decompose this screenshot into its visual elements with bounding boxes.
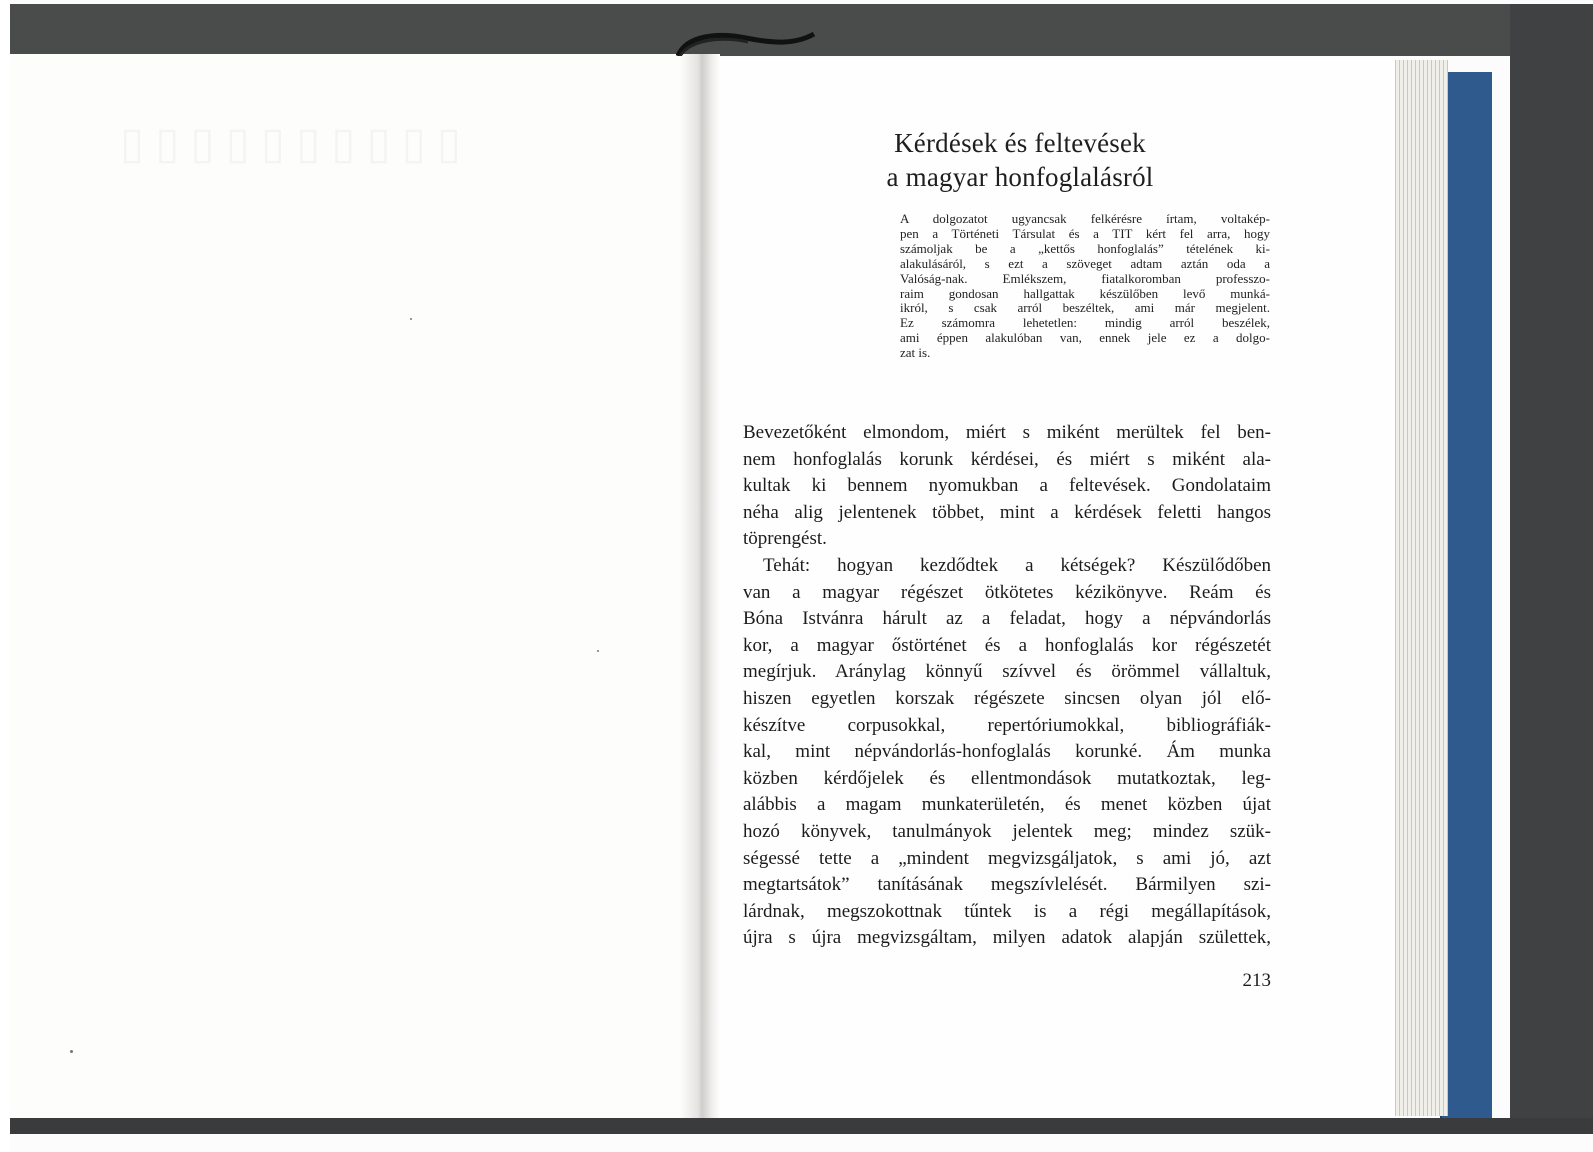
scanner-shadow-right xyxy=(1510,4,1593,1134)
body-line: hiszen egyetlen korszak régészete sincsen olyan jól elő- xyxy=(743,687,1271,709)
body-line: néha alig jelentenek többet, mint a kérdések feletti hangos xyxy=(743,501,1271,523)
body-line: megírjuk. Aránylag könnyű szívvel és örömmel vállaltuk, xyxy=(743,661,1271,683)
page-stack-edge xyxy=(1392,60,1448,1116)
body-line: megtartsátok” tanításának megszívlelését. Bármilyen szi- xyxy=(743,874,1271,896)
scan-left-margin xyxy=(0,0,10,1152)
dust-speck xyxy=(70,1050,73,1053)
intro-line: pen a Történeti Társulat és a TIT kért fel arra, hogy xyxy=(900,225,1270,241)
body-line: újra s újra megvizsgáltam, milyen adatok alapján születtek, xyxy=(743,927,1271,949)
dust-speck xyxy=(597,650,599,652)
intro-line: raim gondosan hallgattak készülőben levő munká- xyxy=(900,285,1270,301)
intro-line: Ez számomra lehetetlen: mindig arról beszélek, xyxy=(900,315,1270,331)
scanner-shadow-bottom xyxy=(10,1118,1593,1134)
intro-line: számoljak be a „kettős honfoglalás” tételének ki- xyxy=(900,240,1270,256)
show-through-text: ▯ ▯ ▯ ▯ ▯ ▯ ▯ ▯ ▯ ▯ xyxy=(120,119,462,168)
body-line: készítve corpusokkal, repertóriumokkal, bibliográfiák- xyxy=(743,714,1271,736)
intro-line: zat is. xyxy=(900,345,931,361)
body-line: töprengést. xyxy=(743,528,827,550)
body-line: közben kérdőjelek és ellentmondások mutatkoztak, leg- xyxy=(743,767,1271,789)
body-line: alábbis a magam munkaterületén, és menet közben újat xyxy=(743,794,1271,816)
dust-speck xyxy=(410,318,412,320)
intro-line: ikról, s csak arról beszéltek, ami már megjelent. xyxy=(900,300,1270,316)
body-line: Tehát: hogyan kezdődtek a kétségek? Készülődőben xyxy=(763,554,1271,576)
body-line: nem honfoglalás korunk kérdései, és miért s miként ala- xyxy=(743,448,1271,470)
chapter-title-line-2: a magyar honfoglalásról xyxy=(886,162,1154,192)
body-line: kultak ki bennem nyomukban a feltevések. Gondolataim xyxy=(743,475,1271,497)
body-line: kor, a magyar őstörténet és a honfoglalás kor régészetét xyxy=(743,634,1271,656)
intro-note xyxy=(900,212,1270,361)
intro-line: A dolgozatot ugyancsak felkérésre írtam, voltakép- xyxy=(900,211,1270,226)
page-number: 213 xyxy=(1242,970,1271,991)
body-line: ségessé tette a „mindent megvizsgáljatok, s ami jó, azt xyxy=(743,847,1271,869)
intro-line: alakulásáról, s ezt a szöveget adtam aztán oda a xyxy=(900,255,1270,271)
book-gutter xyxy=(680,54,720,1118)
intro-line: ami éppen alakulóban van, ennek jele ez a dolgo- xyxy=(900,330,1270,346)
body-text xyxy=(743,420,1271,952)
body-line: van a magyar régészet ötkötetes kézikönyve. Reám és xyxy=(743,581,1271,603)
body-line: kal, mint népvándorlás-honfoglalás korunké. Ám munka xyxy=(743,741,1271,763)
bookmark-ribbon-icon xyxy=(676,30,816,56)
intro-line: Valóság-nak. Emlékszem, fiatalkoromban professzo- xyxy=(900,270,1270,286)
chapter-title-line-1: Kérdések és feltevések xyxy=(894,128,1146,158)
body-line: hozó könyvek, tanulmányok jelentek meg; mindez szük- xyxy=(743,820,1271,842)
left-page xyxy=(10,54,705,1118)
body-line: Bevezetőként elmondom, miért s miként merültek fel ben- xyxy=(743,422,1271,443)
body-line: Bóna Istvánra hárult az a feladat, hogy a népvándorlás xyxy=(743,608,1271,630)
body-line: lárdnak, megszokottnak tűntek is a régi megállapítások, xyxy=(743,900,1271,922)
